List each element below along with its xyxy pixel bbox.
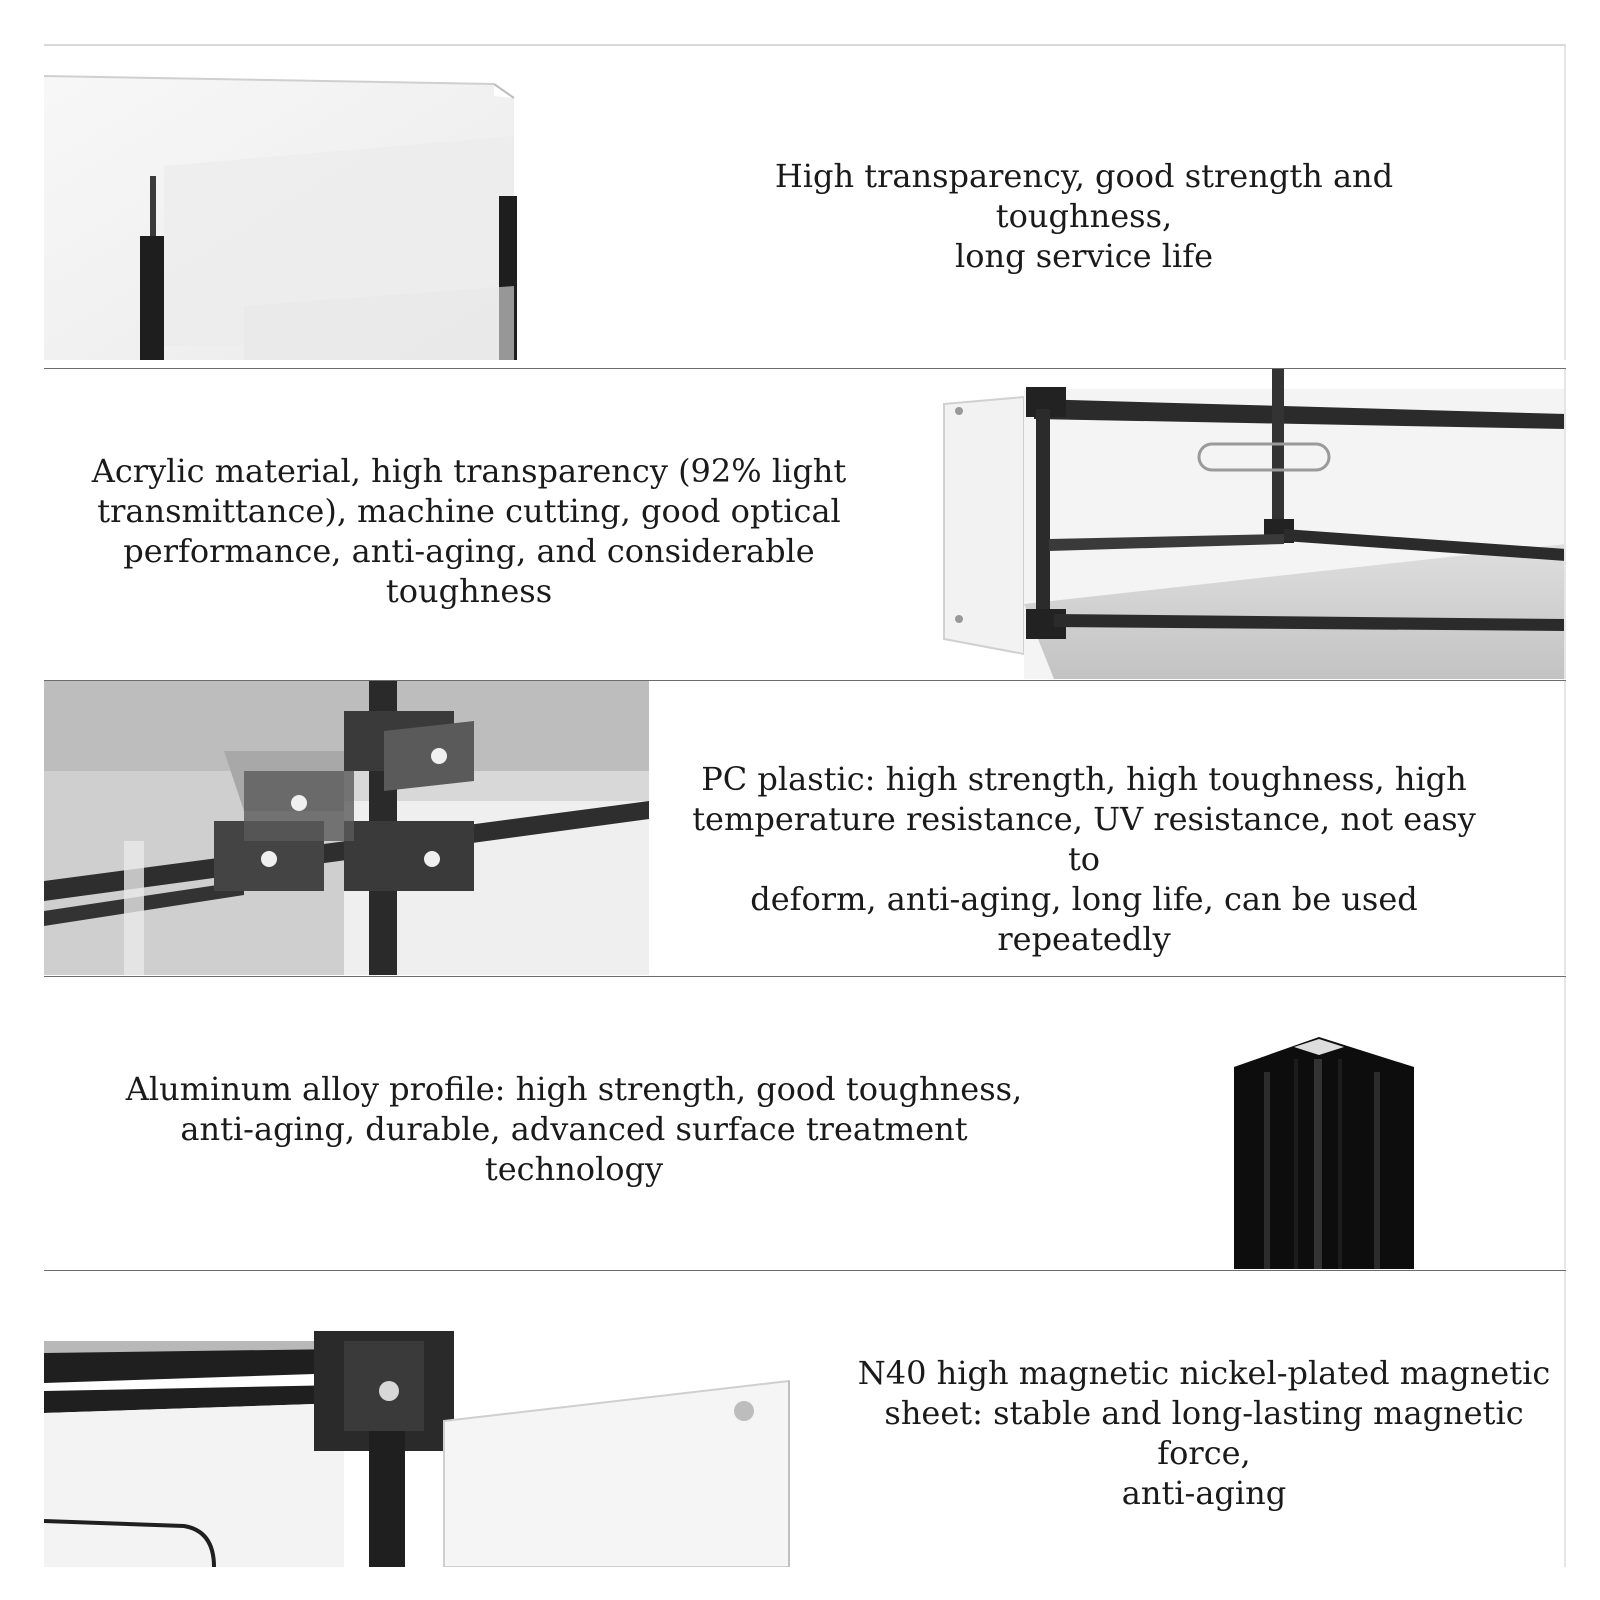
panel-edge xyxy=(1564,369,1566,679)
caption-line: anti-aging xyxy=(1121,1474,1287,1512)
feature-panel-transparency xyxy=(44,46,1566,360)
caption-line: temperature resistance, UV resistance, not easy to xyxy=(692,800,1476,878)
caption-line: transmittance), machine cutting, good optical xyxy=(97,492,841,530)
caption-line: Aluminum alloy profile: high strength, good toughness, xyxy=(125,1070,1023,1108)
panel-edge xyxy=(1564,46,1566,360)
caption-aluminum xyxy=(104,1069,1044,1189)
panel-edge xyxy=(1564,681,1566,975)
feature-panel-magnetic xyxy=(44,1270,1566,1567)
aluminum-profile-photo xyxy=(1234,977,1424,1269)
caption-line: long service life xyxy=(954,237,1213,275)
feature-panel-acrylic xyxy=(44,368,1566,679)
caption-line: sheet: stable and long-lasting magnetic force, xyxy=(884,1394,1524,1472)
magnetic-sheet-corner-photo xyxy=(44,1271,824,1567)
caption-line: deform, anti-aging, long life, can be used repeatedly xyxy=(750,880,1418,958)
caption-acrylic xyxy=(54,451,884,611)
caption-pc-plastic xyxy=(684,759,1484,959)
caption-transparency xyxy=(684,156,1484,276)
caption-line: performance, anti-aging, and considerable toughness xyxy=(123,532,815,610)
feature-panel-aluminum xyxy=(44,976,1566,1269)
acrylic-panel-corner-photo xyxy=(44,46,604,360)
caption-line: N40 high magnetic nickel-plated magnetic xyxy=(857,1354,1551,1392)
caption-line: Acrylic material, high transparency (92% light xyxy=(91,452,847,490)
pc-plastic-connector-photo xyxy=(44,681,649,975)
terrarium-frame-photo xyxy=(904,369,1566,679)
caption-magnetic xyxy=(844,1353,1564,1513)
caption-line: anti-aging, durable, advanced surface treatment technology xyxy=(180,1110,968,1188)
caption-line: PC plastic: high strength, high toughness, high xyxy=(701,760,1467,798)
caption-line: High transparency, good strength and toughness, xyxy=(774,157,1394,235)
panel-edge xyxy=(1564,977,1566,1269)
panel-edge xyxy=(1564,1271,1566,1567)
feature-panel-pc-plastic xyxy=(44,680,1566,975)
